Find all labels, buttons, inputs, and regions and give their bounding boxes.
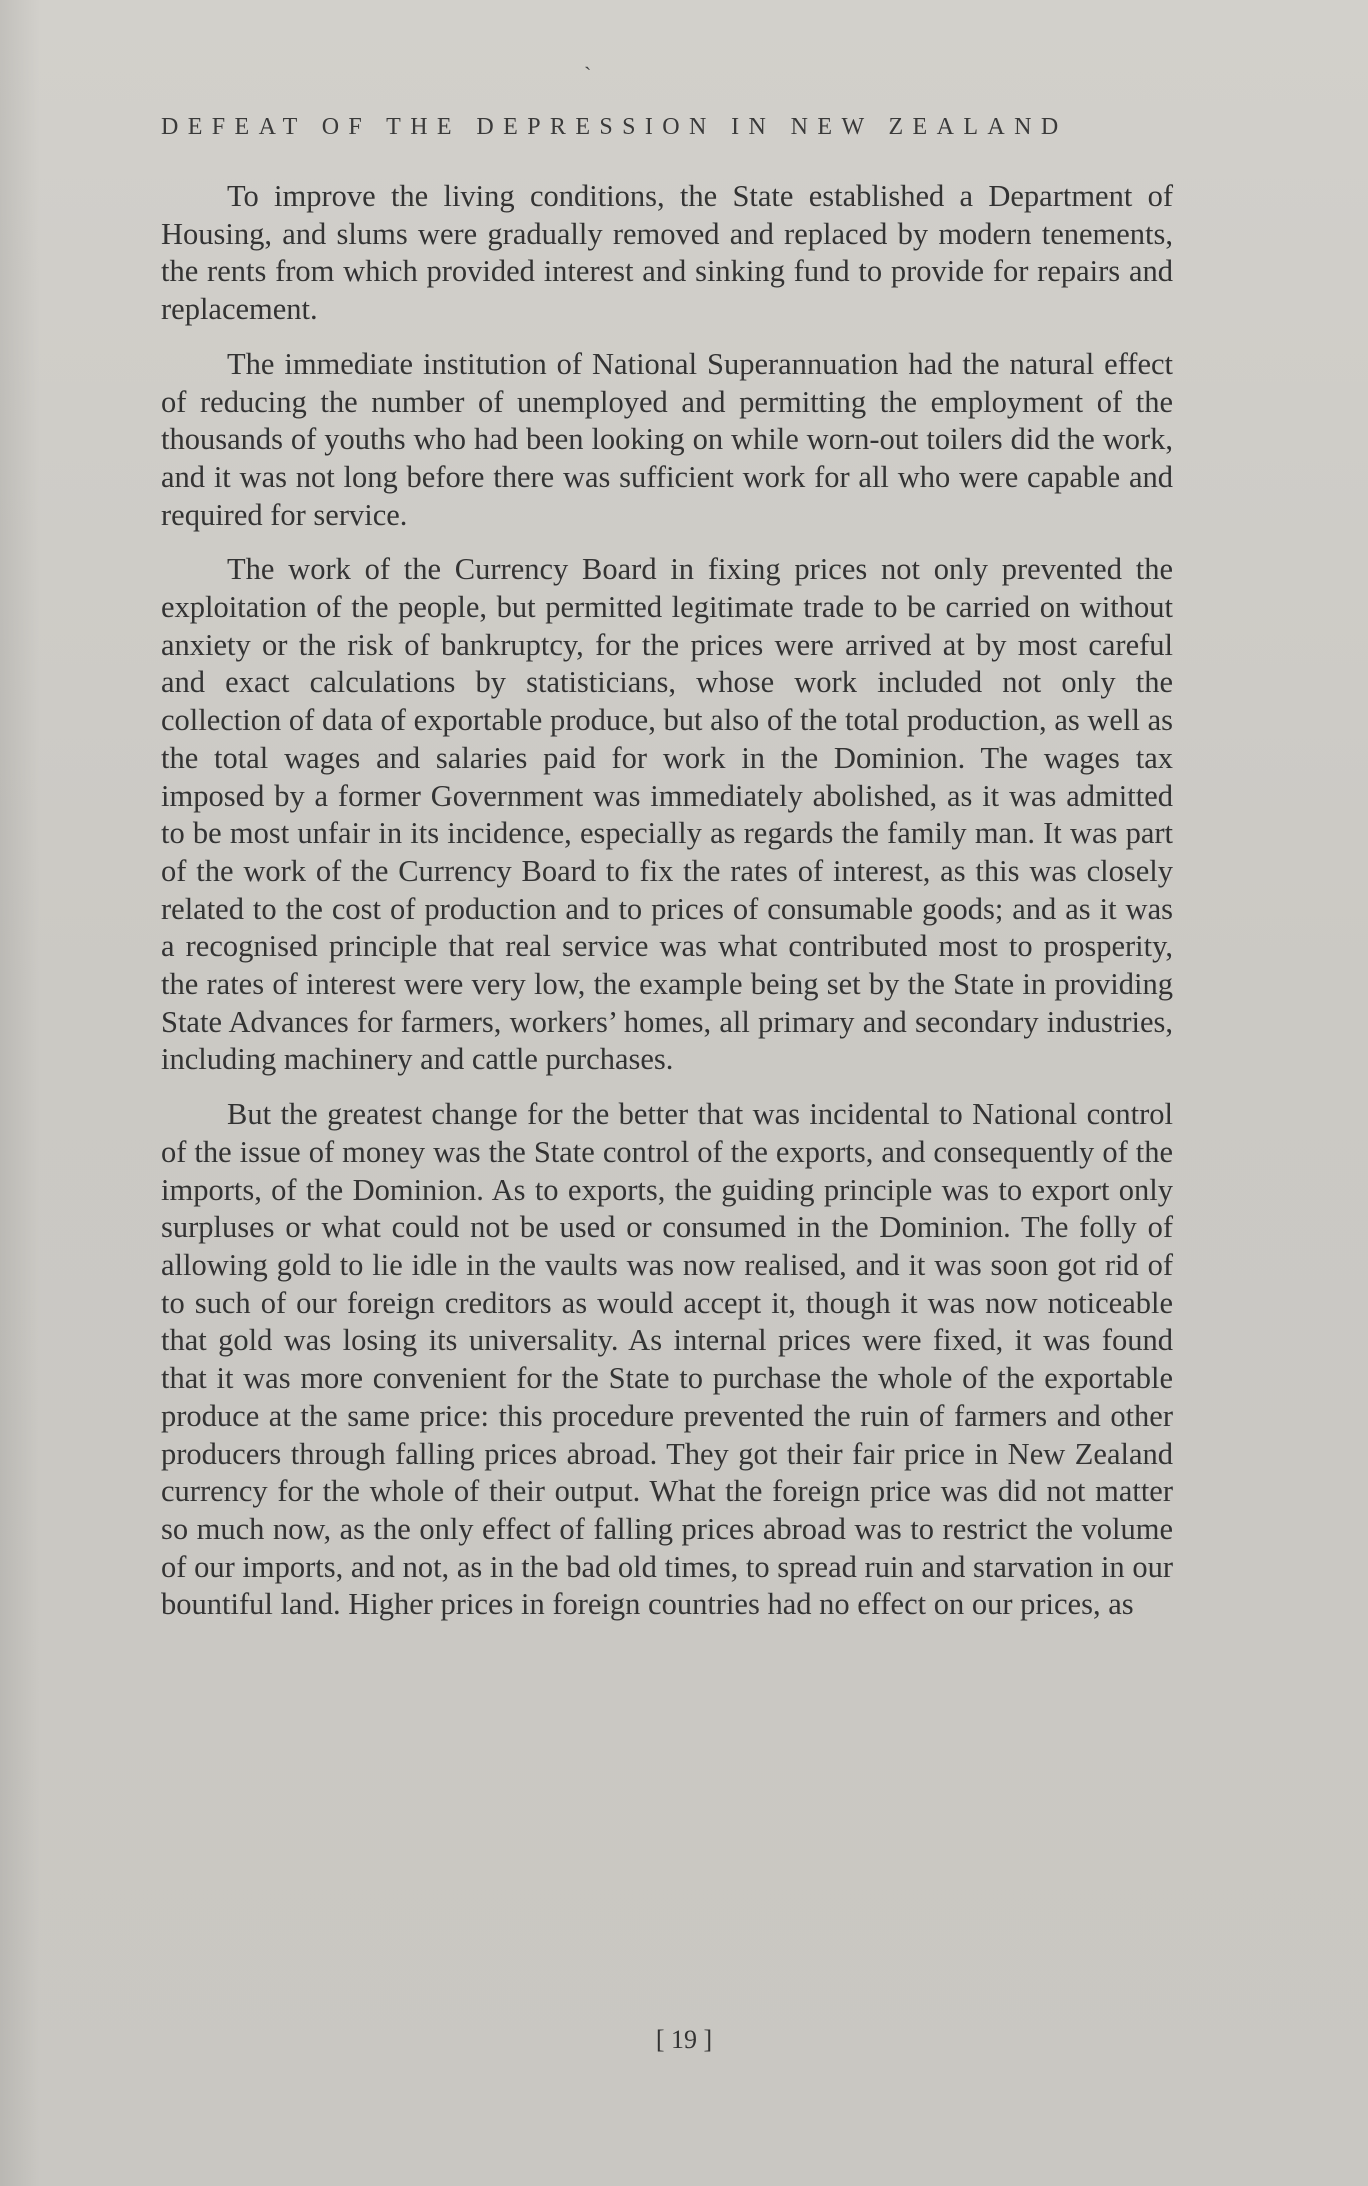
body-text	[161, 178, 1173, 1641]
running-head: DEFEAT OF THE DEPRESSION IN NEW ZEALAND	[161, 114, 1068, 140]
page-number: [ 19 ]	[655, 2025, 713, 2054]
paragraph-exports: But the greatest change for the better that was incidental to National control of the issue of money was the State control of the exports, and consequently of the imports, of the Dominion. As to exports, the guiding principle was to export only surpluses or what could not be used or consumed in the Dominion. The folly of allowing gold to lie idle in the vaults was now realised, and it was soon got rid of to such of our foreign creditors as would accept it, though it was now noticeable that gold was losing its universality. As internal prices were fixed, it was found that it was more convenient for the State to purchase the whole of the exportable produce at the same price: this procedure prevented the ruin of farmers and other producers through falling prices abroad. They got their fair price in New Zealand currency for the whole of their output. What the foreign price was did not matter so much now, as the only effect of falling prices abroad was to restrict the volume of our imports, and not, as in the bad old times, to spread ruin and starvation in our bountiful land. Higher prices in foreign countries had no effect on our prices, as	[161, 1097, 1173, 1622]
paragraph-superannuation: The immediate institution of National Superannuation had the natural effect of reducing the number of unemployed and permitting the employment of the thousands of youths who had been looking on while worn-out toilers did the work, and it was not long before there was sufficient work for all who were capable and required for service.	[161, 346, 1173, 532]
paragraph-housing: To improve the living conditions, the State established a Department of Housing, and slums were gradually removed and replaced by modern tenements, the rents from which provided interest and sinking fund to provide for repairs and replacement.	[161, 179, 1173, 327]
stray-mark: `	[584, 62, 592, 87]
paragraph-currency-board: The work of the Currency Board in fixing prices not only prevented the exploitation of the people, but permitted legitimate trade to be carried on without anxiety or the risk of bankruptcy, for the prices were arrived at by most careful and exact calculations by statisticians, whose work included not only the collection of data of exportable produce, but also of the total production, as well as the total wages and salaries paid for work in the Dominion. The wages tax imposed by a former Government was immediately abolished, as it was admitted to be most unfair in its incidence, especially as regards the family man. It was part of the work of the Currency Board to fix the rates of interest, as this was closely related to the cost of production and to prices of consumable goods; and as it was a recognised principle that real service was what contributed most to prosperity, the rates of interest were very low, the example being set by the State in providing State Advances for farmers, workers’ homes, all primary and secondary industries, including machinery and cattle purchases.	[161, 552, 1173, 1077]
